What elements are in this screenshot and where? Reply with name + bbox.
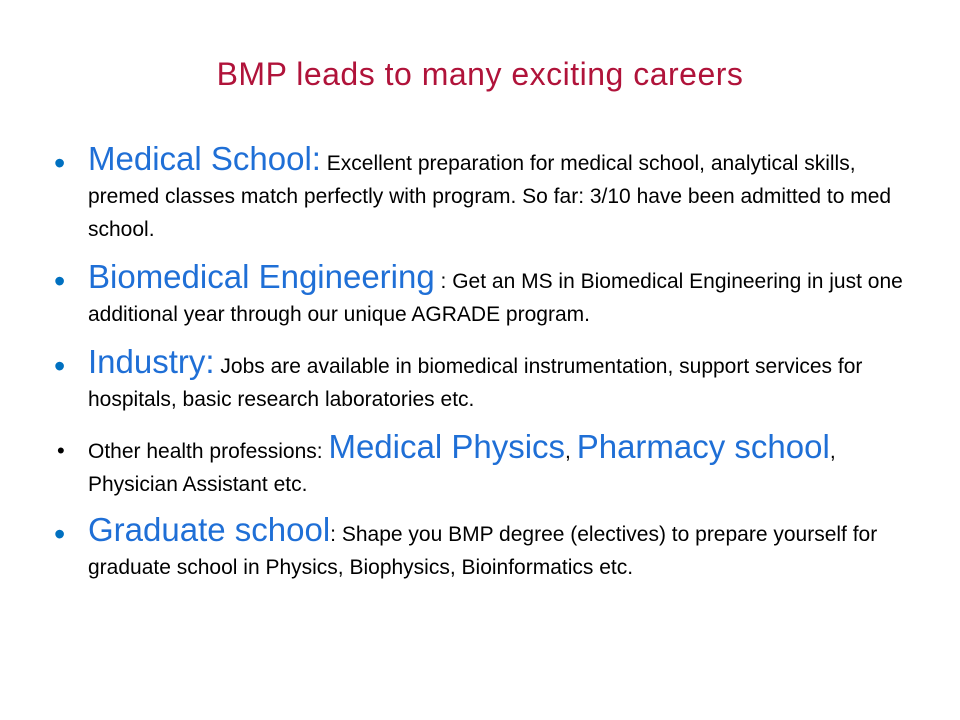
bullet-heading: Biomedical Engineering (88, 258, 435, 295)
bullet-text: Jobs are available in biomedical instrumentation, support services for hospitals, basic research laboratories etc. (88, 355, 863, 411)
bullet-text: , Physician Assistant etc. (88, 440, 836, 496)
bullet-text: : Get an MS in Biomedical Engineering in just one additional year through our unique AGRADE program. (88, 270, 903, 326)
bullet-heading: Medical School: (88, 140, 321, 177)
bullet-health-professions (54, 430, 914, 501)
bullet-dot-icon: • (54, 263, 66, 299)
bullet-dot-icon: • (54, 348, 66, 384)
bullet-text: Excellent preparation for medical school, analytical skills, premed classes match perfectly with program. So far: 3/10 have been admitted to med school. (88, 152, 892, 241)
bullet-biomedical-engineering (54, 260, 914, 331)
slide-title: BMP leads to many exciting careers (216, 56, 744, 92)
bullet-dot-icon: • (54, 516, 66, 552)
bullet-separator: , (565, 440, 577, 463)
bullet-industry (54, 345, 914, 416)
bullet-list (54, 142, 914, 584)
bullet-text: : Shape you BMP degree (electives) to prepare yourself for graduate school in Physics, Biophysics, Bioinformatics etc. (88, 523, 878, 579)
bullet-heading: Industry: (88, 343, 215, 380)
bullet-heading-medical-physics: Medical Physics (328, 428, 566, 465)
bullet-dot-icon: • (54, 145, 66, 181)
bullet-intro: Other health professions: (88, 440, 329, 463)
bullet-medical-school (54, 142, 914, 246)
bullet-heading: Graduate school (88, 511, 331, 548)
bullet-heading-pharmacy: Pharmacy school (576, 428, 830, 465)
bullet-dot-icon: • (57, 438, 65, 463)
bullet-graduate-school (54, 513, 914, 584)
